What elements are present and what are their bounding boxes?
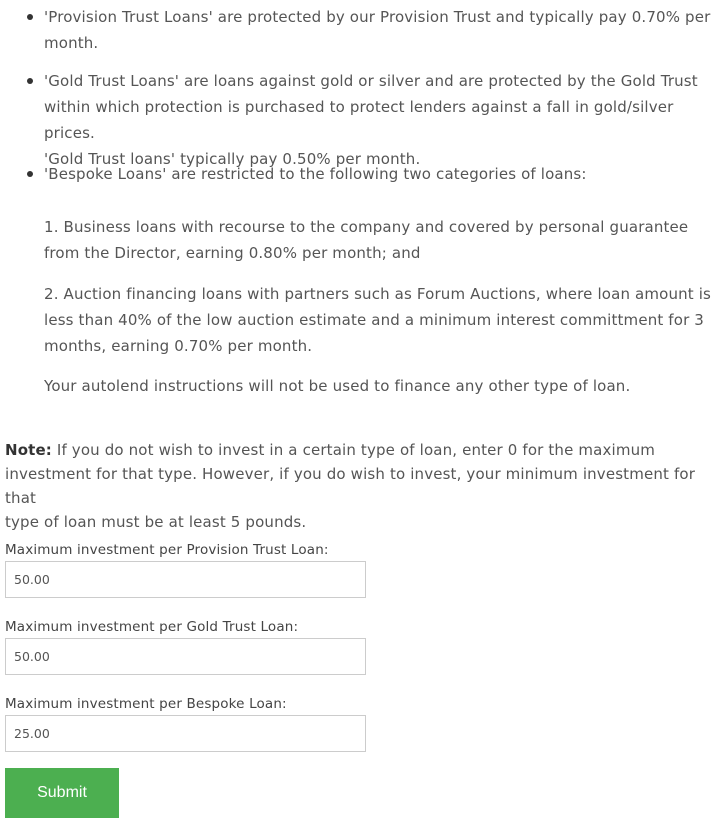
note-line: investment for that type. However, if you do wish to invest, your minimum investment for that (5, 465, 696, 507)
investment-note (5, 438, 725, 534)
gold-trust-max-label: Maximum investment per Gold Trust Loan: (5, 619, 299, 635)
bullet-icon (27, 14, 33, 20)
provision-trust-max-input[interactable] (5, 561, 366, 598)
category-text: from the Director, earning 0.80% per month; and (44, 244, 421, 262)
note-label: Note: (5, 441, 52, 459)
submit-button[interactable]: Submit (5, 768, 119, 818)
category-text: less than 40% of the low auction estimate and a minimum interest committment for 3 (44, 311, 704, 329)
list-item-text: 'Provision Trust Loans' are protected by our Provision Trust and typically pay 0.70% per (44, 8, 711, 26)
category-text: 1. Business loans with recourse to the company and covered by personal guarantee (44, 218, 689, 236)
list-item-text: 'Gold Trust loans' typically pay 0.50% per month. (44, 150, 421, 168)
list-item-text: 'Gold Trust Loans' are loans against gold or silver and are protected by the Gold Trust (44, 72, 698, 90)
list-item-gold-trust (44, 68, 725, 172)
bespoke-category-auction (44, 281, 725, 359)
bespoke-category-business (44, 214, 725, 266)
list-item-provision-trust (44, 4, 725, 56)
note-line (5, 438, 725, 462)
list-item-text: month. (44, 34, 99, 52)
category-text: 2. Auction financing loans with partners such as Forum Auctions, where loan amount is (44, 285, 711, 303)
bespoke-max-input[interactable] (5, 715, 366, 752)
note-text: If you do not wish to invest in a certain type of loan, enter 0 for the maximum (51, 441, 656, 459)
bullet-icon (27, 78, 33, 84)
list-item-text: 'Bespoke Loans' are restricted to the following two categories of loans: (44, 165, 587, 183)
provision-trust-max-label: Maximum investment per Provision Trust Loan: (5, 542, 329, 558)
list-item-bespoke (44, 161, 725, 187)
note-line: type of loan must be at least 5 pounds. (5, 513, 307, 531)
bullet-icon (27, 171, 33, 177)
category-text: months, earning 0.70% per month. (44, 337, 313, 355)
list-item-text: within which protection is purchased to protect lenders against a fall in gold/silver prices. (44, 98, 674, 142)
autolend-restriction-text: Your autolend instructions will not be used to finance any other type of loan. (44, 377, 631, 395)
gold-trust-max-input[interactable] (5, 638, 366, 675)
bespoke-max-label: Maximum investment per Bespoke Loan: (5, 696, 287, 712)
